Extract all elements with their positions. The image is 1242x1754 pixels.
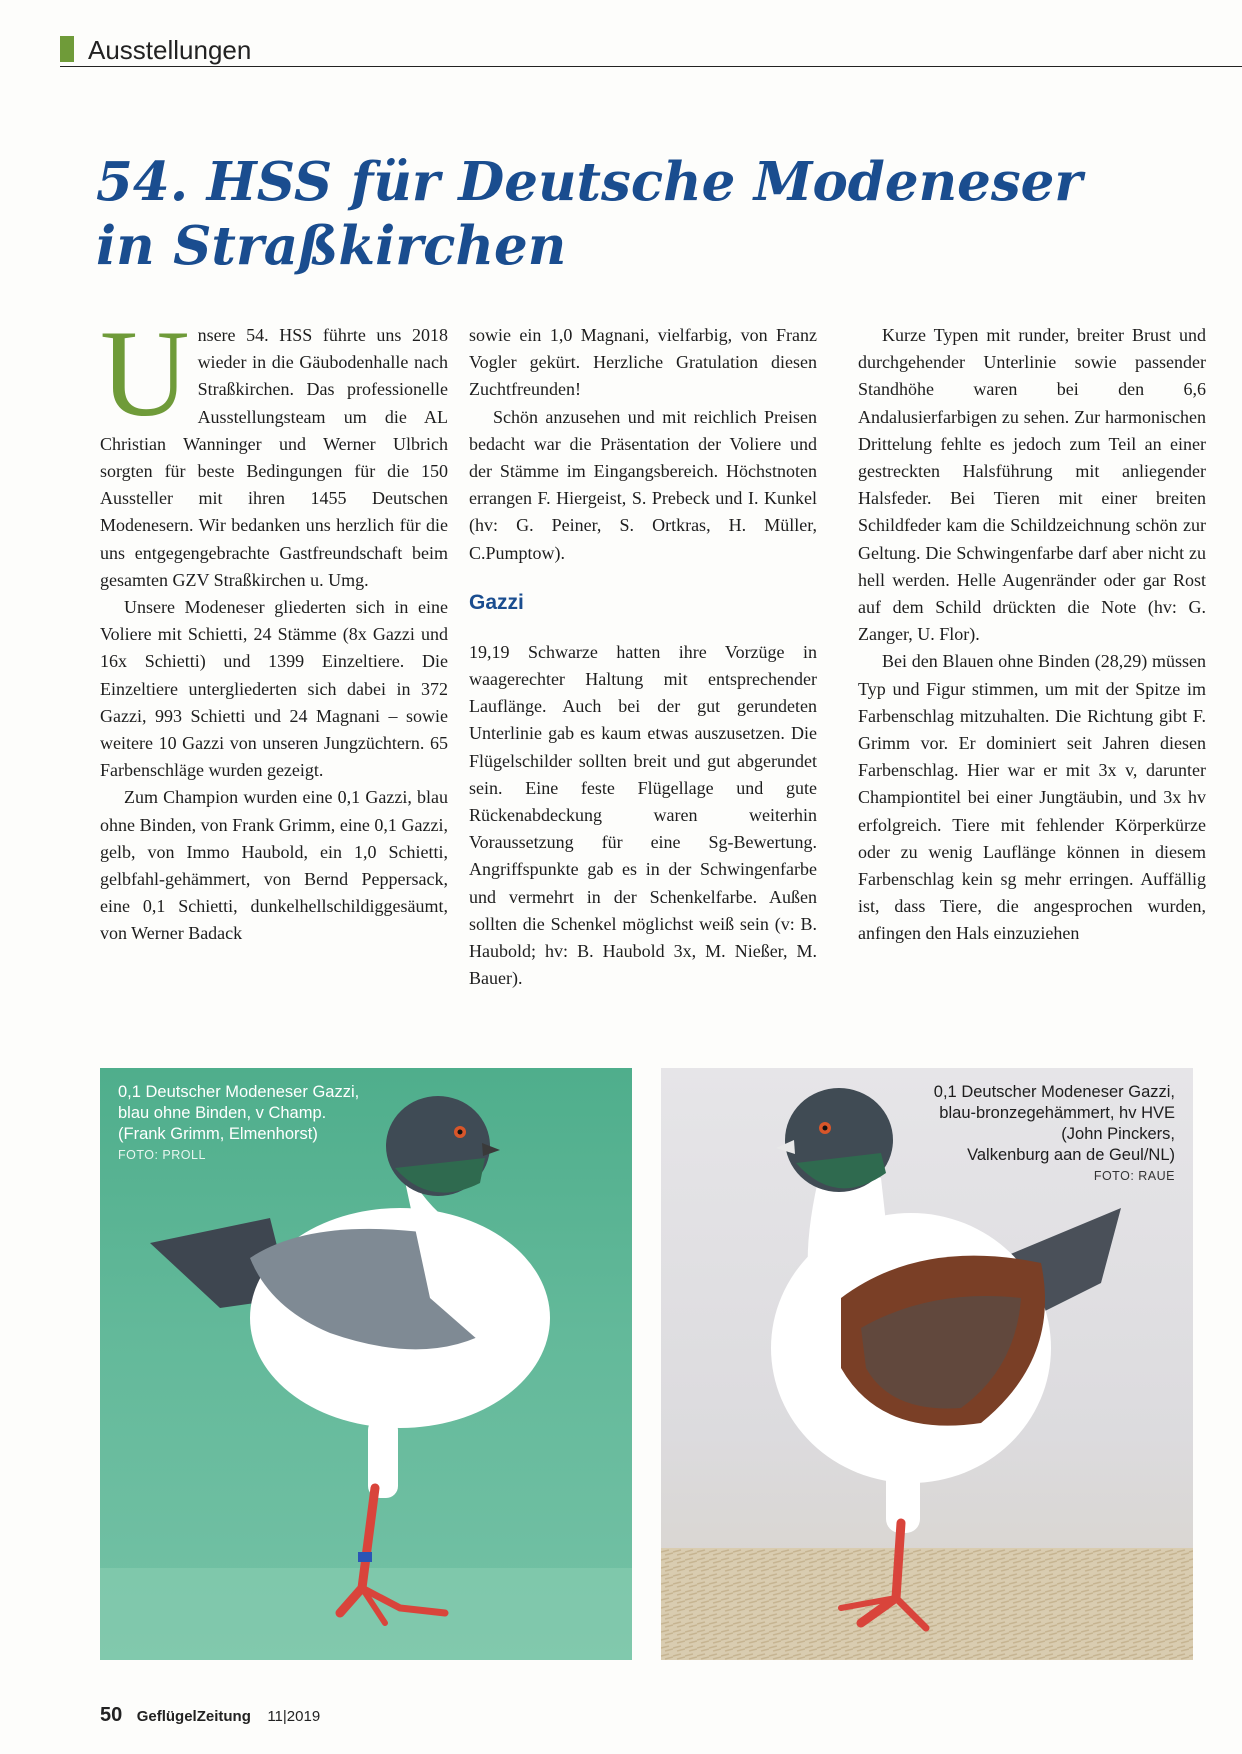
paragraph: sowie ein 1,0 Magnani, vielfarbig, von Franz Vogler gekürt. Herzliche Gratulation diesen Zuchtfreunden! xyxy=(469,325,817,400)
photo-caption xyxy=(934,1082,1175,1187)
title-line-1: 54. HSS für Deutsche Modeneser xyxy=(96,151,1083,213)
paragraph: Kurze Typen mit runder, breiter Brust und durchgehender Unterlinie sowie passender Standhöhe waren bei den 6,6 Andalusierfarbigen zu sehen. Zur harmonischen Drittelung fehlte es jedoch zum Teil an einer gestreckten Halsführung mit anliegender Halsfeder. Bei Tieren mit einer breiten Schildfeder kam die Schildzeichnung schön zur Geltung. Die Schwingenfarbe darf aber nicht zu hell werden. Helle Augenränder oder gar Rost auf dem Schild drückten die Note (hv: G. Zanger, U. Flor). xyxy=(858,325,1206,645)
paragraph xyxy=(100,305,448,594)
page-number: 50 xyxy=(100,1704,123,1726)
section-marker xyxy=(60,36,74,62)
issue-number: 11|2019 xyxy=(267,1708,321,1725)
caption-line: blau ohne Binden, v Champ. xyxy=(118,1104,327,1122)
title-line-2: in Straßkirchen xyxy=(96,215,567,277)
article-column-3 xyxy=(858,322,1206,948)
photo-credit: FOTO: PROLL xyxy=(118,1148,206,1162)
paragraph-text: nsere 54. HSS führte uns 2018 wieder in die Gäubodenhalle nach Straßkirchen. Das professionelle Ausstellungsteam um die AL Christian Wanninger und Werner Ulbrich sorgten für beste Bedingungen für die 150 Aussteller mit ihren 1455 Deutschen Modenesern. Wir bedanken uns herzlich für die uns entgegengebrachte Gastfreundschaft beim gesamten GZV Straßkirchen u. Umg. xyxy=(100,325,448,590)
caption-line: Valkenburg aan de Geul/NL) xyxy=(967,1146,1175,1164)
paragraph: 19,19 Schwarze hatten ihre Vorzüge in waagerechter Haltung mit entsprechender Lauflänge. Auch bei der gut gerundeten Unterlinie gab es kaum etwas auszusetzen. Die Flügelschilder sollten breit und gut abgerundet sein. Eine feste Flügellage und gute Rückenabdeckung waren weiterhin Voraussetzung für eine Sg-Bewertung. Angriffspunkte gab es in der Schwingenfarbe und vermehrt in der Schenkelfarbe. Außen sollten die Schenkel möglichst weiß sein (v: B. Haubold; hv: B. Haubold 3x, M. Nießer, M. Bauer). xyxy=(469,641,817,989)
subheading-gazzi: Gazzi xyxy=(469,590,524,614)
caption-line: blau-bronzegehämmert, hv HVE xyxy=(939,1104,1175,1122)
article-column-1 xyxy=(100,305,448,948)
caption-line: (John Pinckers, xyxy=(1061,1125,1175,1143)
paragraph: Unsere Modeneser gliederten sich in eine Voliere mit Schietti, 24 Stämme (8x Gazzi und 16x Schietti) und 1399 Einzeltiere. Die Einzeltiere untergliederten sich dabei in 372 Gazzi, 993 Schietti und 24 Magnani – sowie weitere 10 Gazzi von unseren Jungzüchtern. 65 Farbenschläge wurden gezeigt. xyxy=(100,597,448,781)
caption-line: 0,1 Deutscher Modeneser Gazzi, xyxy=(118,1083,360,1101)
section-label: Ausstellungen xyxy=(88,35,252,65)
photo-credit: FOTO: RAUE xyxy=(1093,1169,1175,1183)
paragraph: Zum Champion wurden eine 0,1 Gazzi, blau ohne Binden, von Frank Grimm, eine 0,1 Gazzi, gelb, von Immo Haubold, ein 1,0 Schietti, gelbfahl-gehämmert, von Bernd Peppersack, eine 0,1 Schietti, dunkelhellschildiggesäumt, von Werner Badack xyxy=(100,787,448,944)
drop-cap: U xyxy=(100,305,190,442)
photo-bronze-pigeon xyxy=(661,1068,1193,1660)
caption-line: (Frank Grimm, Elmenhorst) xyxy=(118,1125,318,1143)
magazine-name: GeflügelZeitung xyxy=(136,1708,251,1725)
article-title xyxy=(96,150,1156,278)
article-column-2 xyxy=(469,322,817,992)
page-footer xyxy=(100,1704,320,1727)
paragraph: Schön anzusehen und mit reichlich Preisen bedacht war die Präsentation der Voliere und der Stämme im Eingangsbereich. Höchstnoten errangen F. Hiergeist, S. Prebeck und I. Kunkel (hv: G. Peiner, S. Ortkras, H. Müller, C.Pumptow). xyxy=(469,406,817,563)
caption-line: 0,1 Deutscher Modeneser Gazzi, xyxy=(933,1083,1175,1101)
section-header xyxy=(60,34,1242,67)
photo-caption xyxy=(118,1082,359,1166)
photo-blue-pigeon xyxy=(100,1068,632,1660)
paragraph: Bei den Blauen ohne Binden (28,29) müssen Typ und Figur stimmen, um mit der Spitze im Farbenschlag mitzuhalten. Die Richtung gibt F. Grimm vor. Er dominiert seit Jahren diesen Farbenschlag. Hier war er mit 3x v, darunter Championtitel bei einer Jungtäubin, und 3x hv erfolgreich. Tiere mit fehlender Körperkürze oder zu wenig Lauflänge können in diesem Farbenschlag kein sg mehr erringen. Auffällig ist, dass Tiere, die angesprochen wurden, anfingen den Hals einzuziehen xyxy=(858,651,1206,944)
